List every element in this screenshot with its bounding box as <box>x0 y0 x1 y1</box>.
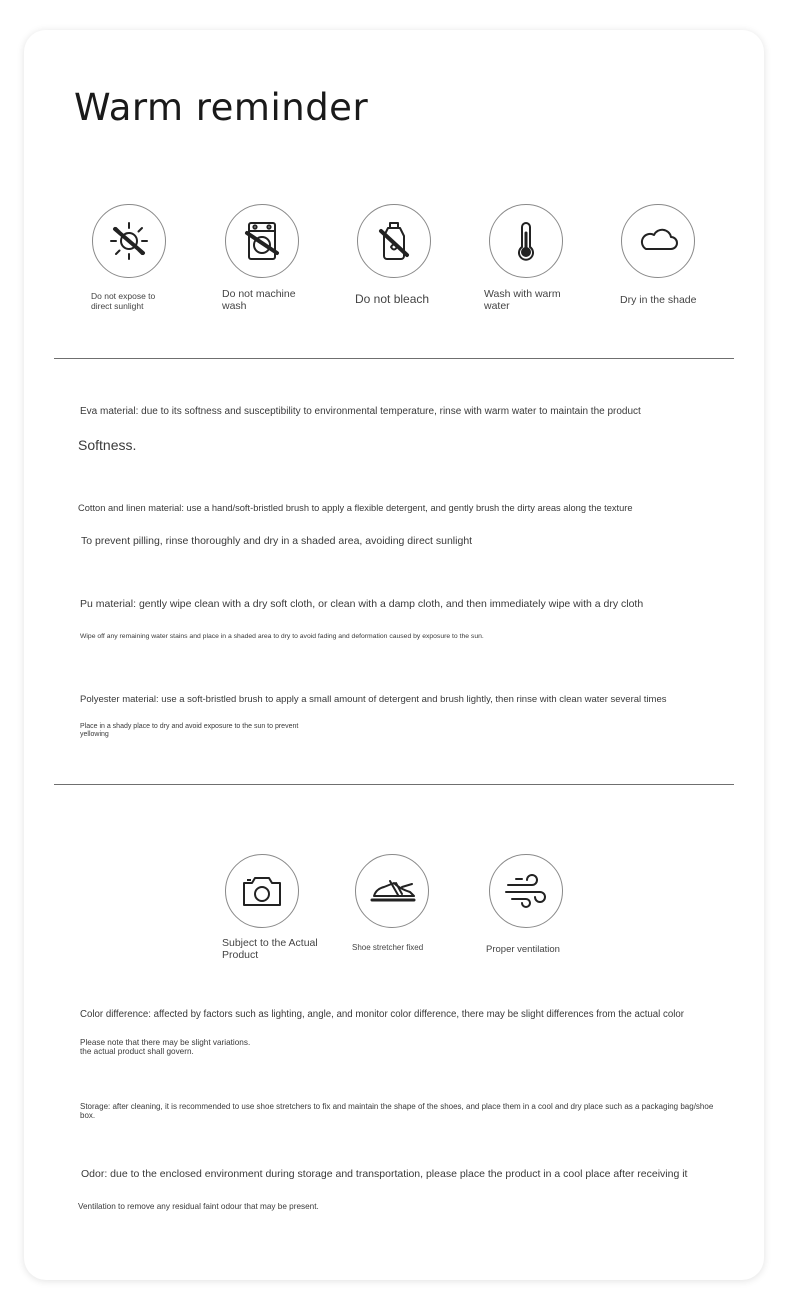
pu-text-line1: Pu material: gently wipe clean with a dry soft cloth, or clean with a damp cloth, and then immediately wipe with a dry cloth <box>80 598 644 610</box>
page-title: Warm reminder <box>74 86 369 129</box>
wind-icon <box>489 854 563 928</box>
divider-bottom <box>54 784 734 785</box>
odor-text-line1: Odor: due to the enclosed environment during storage and transportation, please place the product in a cool place after receiving it <box>81 1168 688 1180</box>
camera-icon <box>225 854 299 928</box>
cotton-text-line2: To prevent pilling, rinse thoroughly and dry in a shaded area, avoiding direct sunlight <box>81 535 473 547</box>
no-sunlight-icon <box>92 204 166 278</box>
info-label-shoe-stretcher: Shoe stretcher fixed <box>352 943 424 952</box>
polyester-text-line1: Polyester material: use a soft-bristled brush to apply a small amount of detergent and brush lightly, then rinse with clean water several times <box>80 694 667 705</box>
care-label-machine-wash: Do not machine wash <box>222 288 296 312</box>
pu-text-line2: Wipe off any remaining water stains and place in a shaded area to dry to avoid fading and deformation caused by exposure to the sun. <box>80 633 484 640</box>
color-text-line2: Please note that there may be slight variations. the actual product shall govern. <box>80 1038 251 1057</box>
eva-text-line1: Eva material: due to its softness and susceptibility to environmental temperature, rinse with warm water to maintain the product <box>80 406 641 417</box>
info-label-ventilation: Proper ventilation <box>486 944 560 955</box>
thermometer-icon <box>489 204 563 278</box>
polyester-text-line2: Place in a shady place to dry and avoid exposure to the sun to prevent yellowing <box>80 723 299 739</box>
divider-top <box>54 358 734 359</box>
care-label-sunlight: Do not expose to direct sunlight <box>91 291 156 311</box>
care-label-bleach: Do not bleach <box>355 292 430 306</box>
info-label-actual-product: Subject to the Actual Product <box>222 937 318 961</box>
shoe-stretcher-icon <box>355 854 429 928</box>
color-text-line1: Color difference: affected by factors such as lighting, angle, and monitor color difference, there may be slight differences from the actual color <box>80 1009 685 1020</box>
odor-text-line2: Ventilation to remove any residual faint odour that may be present. <box>78 1202 319 1211</box>
storage-text: Storage: after cleaning, it is recommended to use shoe stretchers to fix and maintain the shape of the shoes, and place them in a cool and dry place such as a packaging bag/shoe box. <box>80 1102 714 1121</box>
cotton-text-line1: Cotton and linen material: use a hand/soft-bristled brush to apply a flexible detergent, and gently brush the dirty areas along the texture <box>78 503 633 513</box>
care-label-warm-water: Wash with warm water <box>484 288 561 312</box>
eva-text-line2: Softness. <box>78 437 137 453</box>
care-label-shade: Dry in the shade <box>620 294 697 306</box>
cloud-icon <box>621 204 695 278</box>
no-bleach-icon <box>357 204 431 278</box>
no-machine-wash-icon <box>225 204 299 278</box>
